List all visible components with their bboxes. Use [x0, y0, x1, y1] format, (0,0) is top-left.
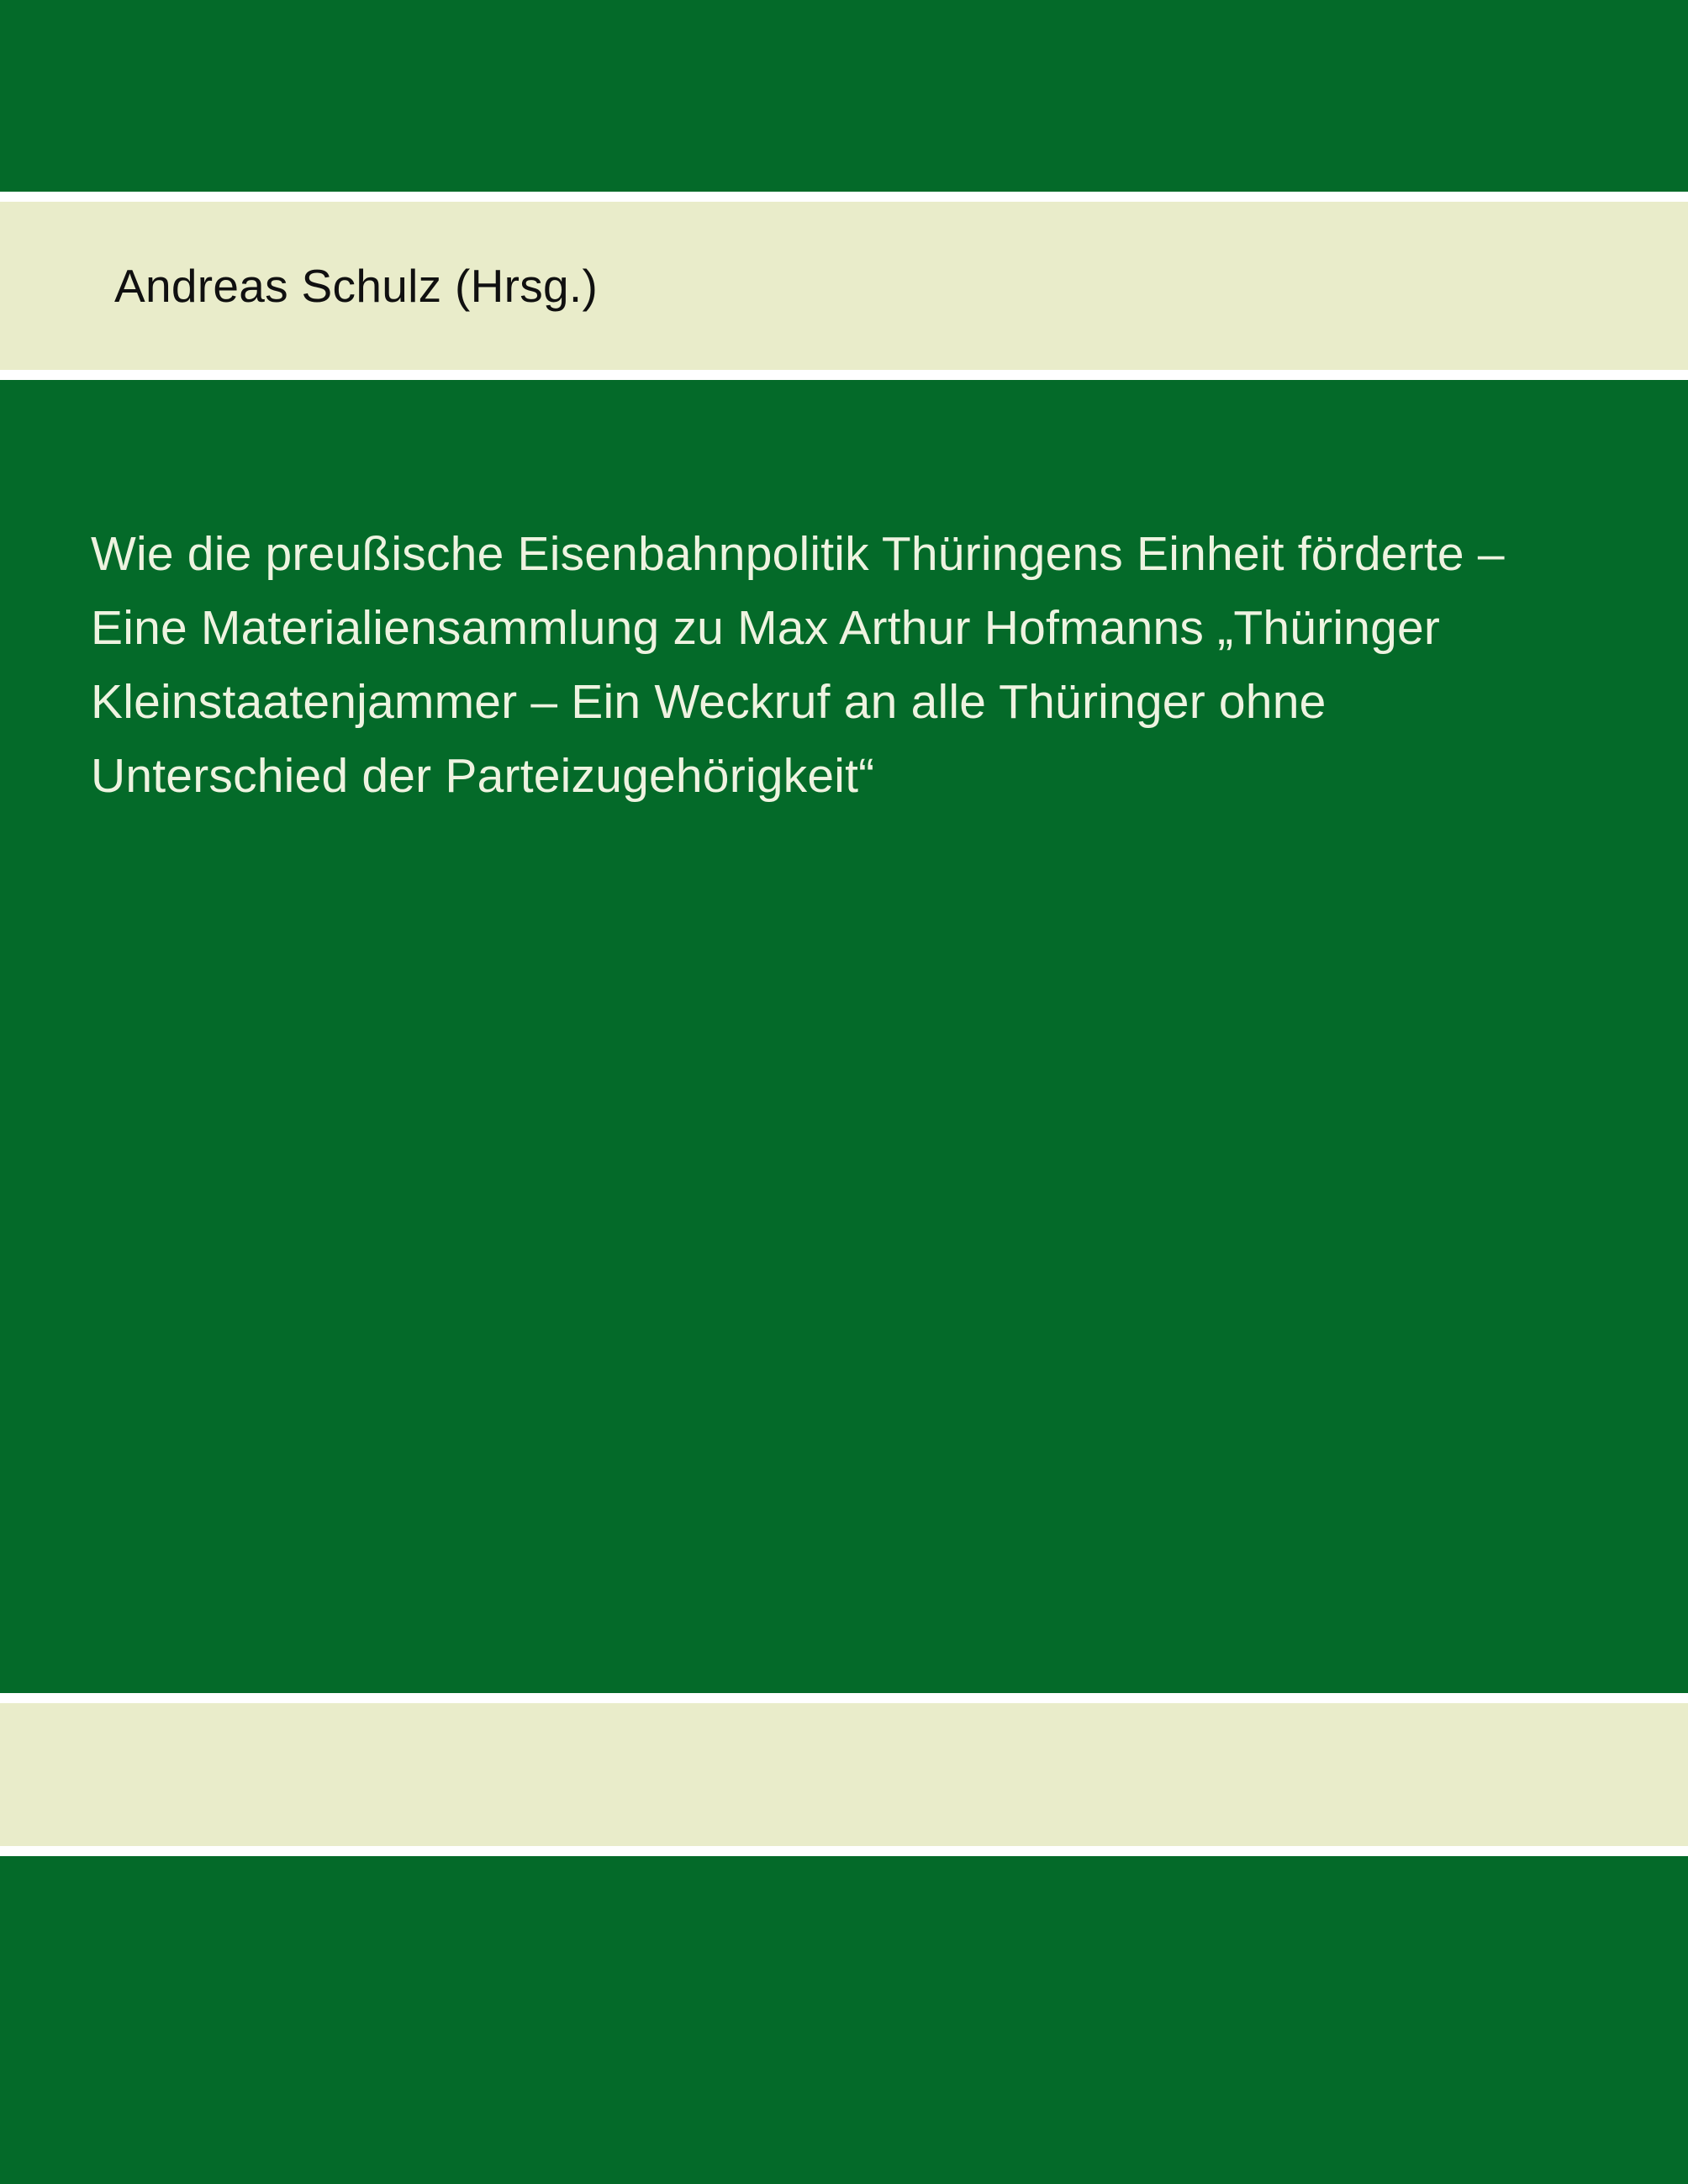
divider-above-bottom-band [0, 1693, 1688, 1703]
author-name: Andreas Schulz (Hrsg.) [114, 260, 599, 312]
divider-below-bottom-band [0, 1846, 1688, 1856]
author-band [0, 202, 1688, 370]
bottom-cream-band [0, 1703, 1688, 1846]
top-green-band [0, 0, 1688, 192]
divider-below-author-band [0, 370, 1688, 380]
book-title: Wie die preußische Eisenbahnpolitik Thüringens Einheit förderte – Eine Materialiensammlung zu Max Arthur Hofmanns „Thüringer Kleinstaatenjammer – Ein Weckruf an alle Thüringer ohne Unterschied der Parteizugehörigkeit“ [91, 527, 1505, 803]
bottom-green-band [0, 1856, 1688, 2184]
divider-above-author-band [0, 192, 1688, 202]
title-band [0, 380, 1688, 1693]
